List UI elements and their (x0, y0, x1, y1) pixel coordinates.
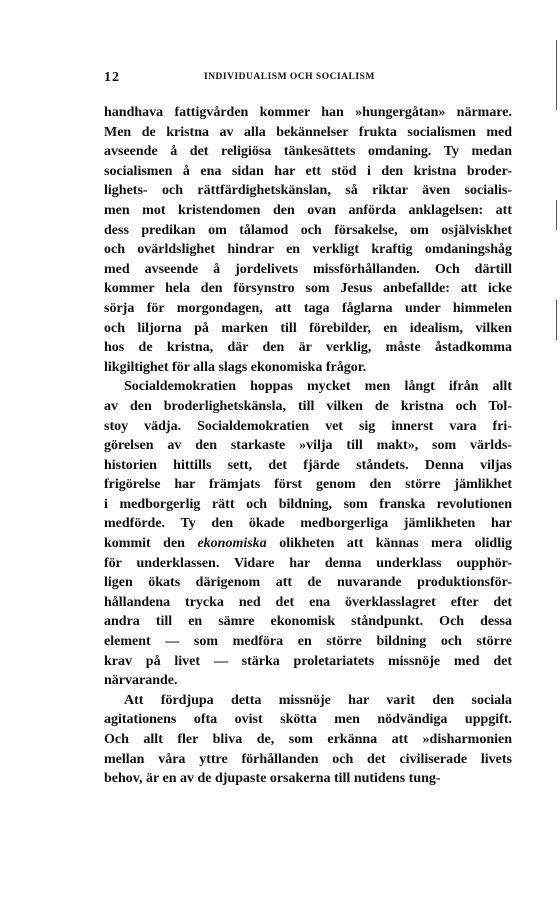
body-text (104, 103, 512, 789)
text-line: för underklassen. Vidare har denna underklass oupphör- (104, 555, 512, 571)
text-line: i medborgerlig rätt och bildning, som franska revolutionen (104, 496, 512, 512)
page-edge-mark (556, 200, 558, 230)
paragraph (104, 103, 512, 377)
text-line: men mot kristendomen den ovan anförda anklagelsen: att (104, 202, 512, 218)
text-line: andra till en sämre ekonomisk ståndpunkt. Och dessa (104, 614, 512, 630)
text-line: Och allt fler bliva de, som erkänna att »disharmonien (104, 732, 512, 747)
text-line: avseende å det religiösa tänkesättets omdaning. Ty medan (104, 144, 512, 160)
text-line: frigörelse har främjats först genom den större jämlikhet (104, 477, 512, 493)
text-line: Socialdemokratien hoppas mycket men långt ifrån allt (124, 379, 512, 395)
text-line: socialismen å ena sidan har ett stöd i den kristna broder- (104, 163, 512, 179)
emphasized-word: ekonomiska (197, 536, 267, 552)
text-line: av den broderlighetskänsla, till vilken de kristna och Tol- (104, 398, 512, 414)
text-line: hållandena trycka ned det ena överklasslagret efter det (104, 594, 512, 610)
text-line: agitationens ofta ovist skötta men nödvändiga uppgift. (104, 712, 512, 728)
text-line: och liljorna på marken till förebilder, en idealism, vilken (104, 320, 512, 336)
text-line: behov, är en av de djupaste orsakerna till nutidens tung- (104, 771, 441, 787)
text-line: närvarande. (104, 673, 178, 689)
text-line: handhava fattigvården kommer han »hungergåtan» närmare. (104, 105, 512, 120)
text-line: Att fördjupa detta missnöje har varit den sociala (124, 692, 512, 708)
text-line: lighets- och rättfärdighetskänslan, så riktar även socialis- (104, 183, 512, 199)
text-line: hos de kristna, där den är verklig, måste åstadkomma (104, 340, 512, 356)
text-line: görelsen av den starkaste »vilja till makt», som världs- (104, 438, 512, 454)
text-line: stoy vädja. Socialdemokratien vet sig innerst vara fri- (104, 418, 512, 434)
text-line: och ovärldslighet hindrar en verkligt kraftig omdaningshåg (104, 242, 512, 258)
text-line: element — som medföra en större bildning och större (104, 634, 512, 650)
text-line: kommer hela den försynstro som Jesus anbefallde: att icke (104, 281, 512, 297)
paragraph (104, 691, 512, 789)
text-line: sörja för morgondagen, att taga fåglarna under himmelen (104, 300, 512, 316)
text-line: likgiltighet för alla slags ekonomiska frågor. (104, 359, 367, 375)
page-edge-mark (556, 40, 558, 110)
text-line: kommit den ekonomiska olikheten att kännas mera olidlig (104, 536, 512, 552)
page-header (104, 70, 512, 88)
text-line: mellan våra yttre förhållanden och det civiliserade livets (104, 751, 512, 767)
text-line: historien hittills sett, det fjärde ståndets. Denna viljas (104, 457, 512, 473)
running-head: INDIVIDUALISM OCH SOCIALISM (204, 72, 375, 82)
text-line: med avseende å jordelivets missförhållanden. Och därtill (104, 261, 512, 277)
paragraph (104, 377, 512, 691)
text-line: dess predikan om tålamod och försakelse, om osjälviskhet (104, 222, 512, 238)
text-line: ligen ökats därigenom att de nuvarande produktionsför- (104, 575, 512, 591)
page-edge-mark (556, 300, 558, 340)
text-line: krav på livet — stärka proletariatets missnöje med det (104, 653, 512, 669)
text-line: Men de kristna av alla bekännelser frukta socialismen med (104, 124, 512, 140)
text-line: medförde. Ty den ökade medborgerliga jämlikheten har (104, 516, 512, 532)
page-number: 12 (104, 70, 120, 85)
